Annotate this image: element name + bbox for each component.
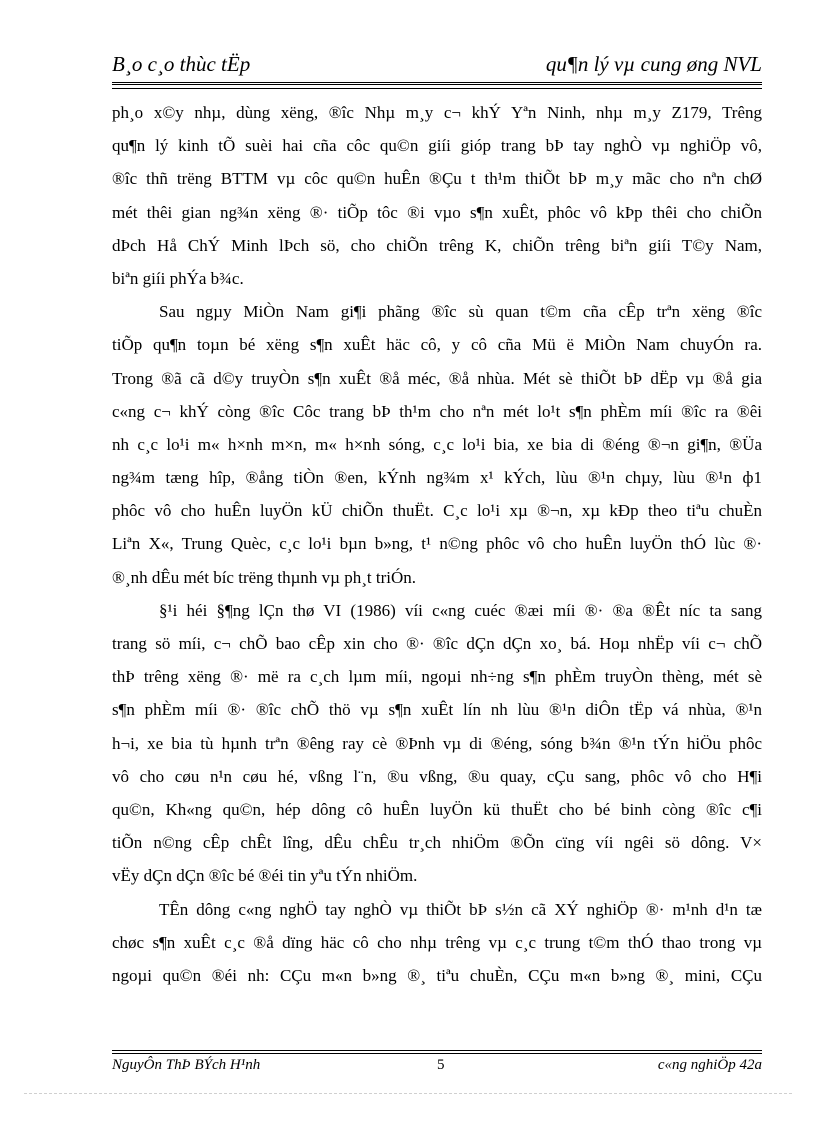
text-line: ph¸o x©y nhµ, dùng xëng, ®îc Nhµ m¸y c¬ khÝ Yªn Ninh, nhµ m¸y Z179, Trêng — [112, 103, 762, 122]
header-rule — [112, 82, 762, 85]
page-edge-divider — [24, 1093, 792, 1094]
text-line: Liªn X«, Trung Quèc, c¸c lo¹i bµn b»ng, t¹ n©ng phôc vô cho huÊn luyÖn thÓ lùc ®· — [112, 534, 762, 554]
text-line: Sau ngµy MiÒn Nam gi¶i phãng ®îc sù quan t©m cña cÊp trªn xëng ®îc — [159, 302, 762, 322]
text-line: trang sö míi, c¬ chÕ bao cÊp xin cho ®· ®îc dÇn dÇn xo¸ bá. Hoµ nhËp víi c¬ chÕ — [112, 634, 762, 653]
text-line: ng¾m tæng hîp, ®ång tiÒn ®en, kÝnh ng¾m x¹ kÝch, lùu ®¹n chµy, lùu ®¹n ф1 — [112, 468, 762, 488]
footer-class: c«ng nghiÖp 42a — [657, 1057, 762, 1073]
header-rule-thin — [112, 88, 762, 89]
header-topic-title: qu¶n lý vµ cung øng NVL — [545, 52, 762, 76]
text-line: ®¸nh dÊu mét bíc trëng thµnh vµ ph¸t triÓn. — [112, 567, 416, 587]
text-line: tiÕp qu¶n toµn bé xëng s¶n xuÊt häc cô, y cô cña Mü ë MiÒn Nam chuyÓn ra. — [112, 335, 762, 355]
footer-author: NguyÔn ThÞ BÝch H¹nh — [112, 1057, 261, 1073]
text-line: TÊn dông c«ng nghÖ tay nghÒ vµ thiÕt bÞ s½n cã XÝ nghiÖp ®· m¹nh d¹n tæ — [159, 899, 762, 919]
text-line: chøc s¶n xuÊt c¸c ®å dïng häc cô cho nhµ trêng vµ c¸c trung t©m thÓ thao trong vµ — [112, 932, 762, 952]
text-line: c«ng c¬ khÝ còng ®îc Côc trang bÞ th¹m cho nªn mét lo¹t s¶n phÈm míi ®îc ra ®êi — [112, 401, 762, 421]
text-line: s¶n phÈm míi ®· ®îc chÕ thö vµ s¶n xuÊt lín nh lùu ®¹n diÔn tËp vá nhùa, ®¹n — [112, 700, 762, 720]
text-line: ®îc thñ trëng BTTM vµ côc qu©n huÊn ®Çu t th¹m thiÕt bÞ m¸y mãc cho nªn chØ — [112, 169, 762, 189]
footer-rule-thin — [112, 1053, 762, 1054]
text-line: ngoµi qu©n ®éi nh: CÇu m«n b»ng ®¸ tiªu chuÈn, CÇu m«n b»ng ®¸ mini, CÇu — [112, 965, 762, 985]
text-line: qu¶n lý kinh tÕ suèi hai cña côc qu©n giíi gióp trang bÞ tay nghÒ vµ nghiÖp vô, — [112, 136, 762, 156]
body-text — [112, 96, 762, 992]
text-line: h¬i, xe bia tù hµnh trªn ®êng ray cè ®Þnh vµ di ®éng, sóng b¾n ®¹n tÝn hiÖu phôc — [112, 733, 762, 753]
text-line: tiÕn n©ng cÊp chÊt lîng, dÊu chÊu tr¸ch nhiÖm ®Õn cïng víi ngêi sö dông. V× — [112, 833, 762, 853]
text-line: vËy dÇn dÇn ®îc bé ®éi tin yªu tÝn nhiÖm. — [112, 866, 418, 886]
text-line: dÞch Hå ChÝ Minh lÞch sö, cho chiÕn trêng K, chiÕn trêng biªn giíi T©y Nam, — [112, 235, 762, 255]
text-line: nh c¸c lo¹i m« h×nh m×n, m« h×nh sóng, c¸c lo¹i bia, xe bia di ®éng ®¬n gi¶n, ®Üa — [112, 434, 762, 454]
text-line: vô cho cøu n¹n cøu hé, vßng l¨n, ®u vßng, ®u quay, cÇu sang, phôc vô cho H¶i — [112, 766, 762, 786]
page-header — [112, 52, 762, 82]
text-line: phôc vô cho huÊn luyÖn kÜ chiÕn thuËt. C¸c lo¹i xµ ®¬n, xµ kÐp theo tiªu chuÈn — [112, 501, 762, 521]
text-line: mét thêi gian ng¾n xëng ®· tiÕp tôc ®i vµo s¶n xuÊt, phôc vô kÞp thêi cho chiÕn — [112, 202, 762, 222]
text-line: Trong ®ã cã d©y truyÒn s¶n xuÊt ®å méc, ®å nhùa. Mét sè thiÕt bÞ dËp vµ ®å gia — [112, 368, 762, 388]
header-report-title: B¸o c¸o thùc tËp — [112, 52, 251, 76]
text-line: §¹i héi §¶ng lÇn thø VI (1986) víi c«ng cuéc ®æi míi ®· ®a ®Êt níc ta sang — [159, 600, 762, 620]
page-footer — [112, 1057, 762, 1079]
page-number: 5 — [437, 1057, 445, 1073]
footer-rule — [112, 1050, 762, 1051]
text-line: thÞ trêng xëng ®· më ra c¸ch lµm míi, ngoµi nh÷ng s¶n phÈm truyÒn thèng, mét sè — [112, 667, 762, 687]
text-line: qu©n, Kh«ng qu©n, hép dông cô huÊn luyÖn kü thuËt cho bé binh còng ®îc c¶i — [112, 799, 762, 819]
text-line: biªn giíi phÝa b¾c. — [112, 268, 244, 288]
